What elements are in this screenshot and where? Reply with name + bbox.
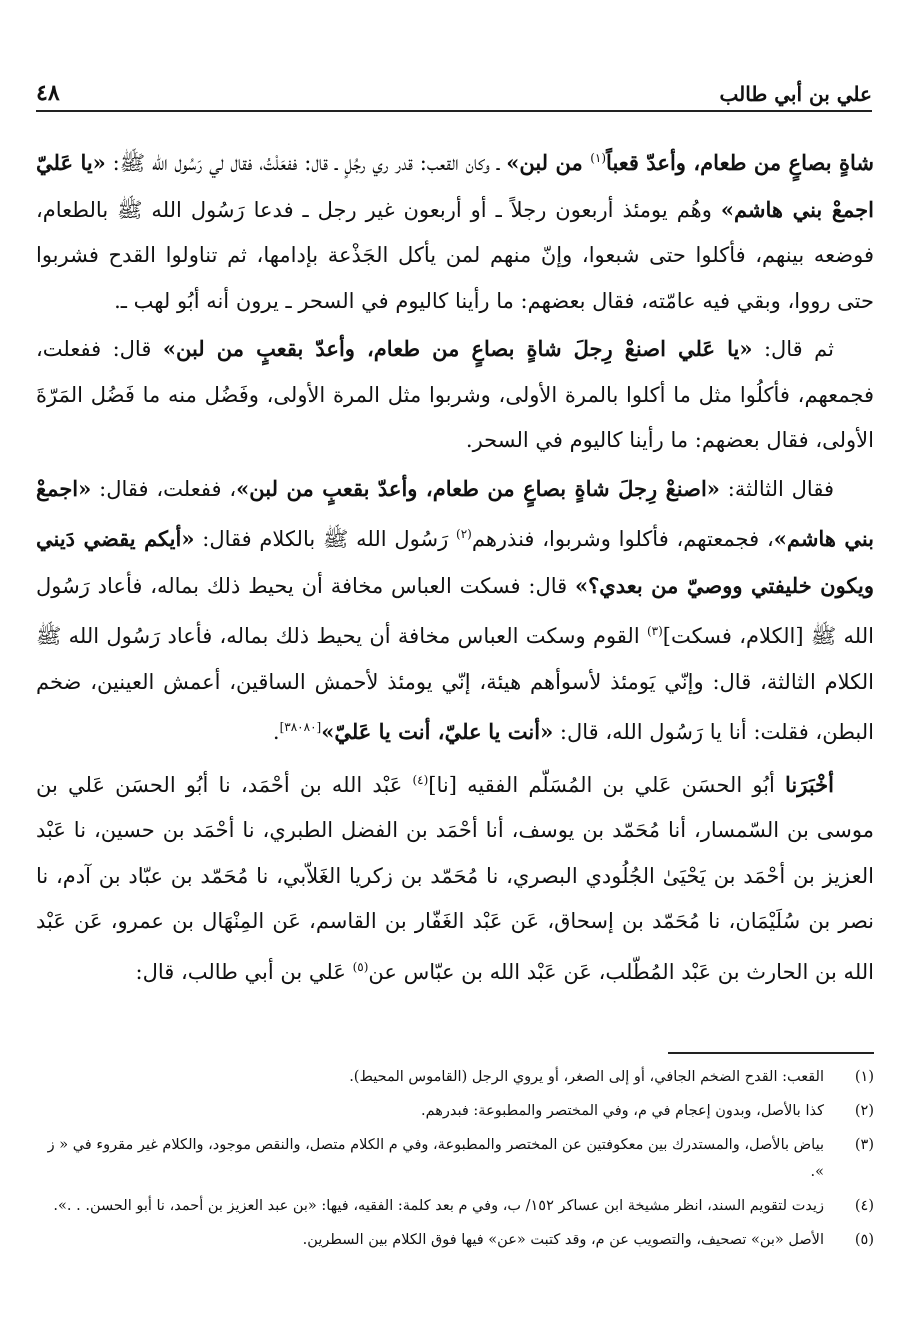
hadith-number: [٣٨٠٨٠]	[279, 720, 322, 734]
running-header	[36, 70, 872, 112]
footnote-number: (٣)	[854, 1137, 874, 1153]
footnote-ref: (٢)	[456, 527, 472, 541]
text-run: الجَذْعة بإدامها، ثم تناولوا القدح فشربوا حتى رووا، وبقي فيه عامّته، فقال بعضهم: ما رأينا	[36, 243, 874, 313]
footnote-ref: (٤)	[412, 772, 429, 787]
running-title: علي بن أبي طالب	[719, 82, 872, 106]
footnote-ref: (٣)	[646, 624, 663, 638]
text-run: «يا عَلي اصنعْ رِجلَ شاةٍ بصاعٍ من طعام، وأعدّ بقعبٍ من لبن»	[162, 336, 753, 361]
text-run: «أيكم يقضي دَيني ويكون خليفتي ووصيّ من بعدي؟»	[36, 526, 874, 598]
footnote-number: (١)	[854, 1069, 874, 1085]
text-run: «أنت يا	[488, 719, 554, 744]
page-number: ٤٨	[36, 80, 60, 106]
text-run: عَلي بن أبي طالب، قال:	[135, 959, 353, 984]
text-run: ـ وكان القعب: قدر ري رجُلٍ ـ قال: ففعَلْتُ،	[259, 151, 507, 175]
paragraph	[36, 326, 874, 464]
text-run: وهُم يومئذ أربعون رجلاً ـ أو أربعون غير	[365, 197, 721, 222]
paragraph	[36, 466, 874, 756]
text-run: أخْبَرَنا	[785, 771, 834, 797]
text-run: عَبْد الله بن أحْمَد، نا أبُو الحسَن	[115, 772, 413, 797]
text-run: ذلك بماله، فأعاد رَسُول الله ﷺ الكلام الثالثة، قال: وإنّي يَومئذ لأسوأهم هيئة، إنّي يومئذ	[36, 624, 874, 694]
main-text	[36, 136, 874, 995]
text-run: قال: فسكت العباس مخافة أن يحيط	[248, 573, 576, 598]
text-run: عَبْد الغَفّار بن القاسم، عَن المِنْهَال بن عمرو، عَن عَبْد الله بن الحارث بن عَبْد المُطّلب،	[36, 909, 874, 984]
footnote-ref: (١)	[590, 151, 607, 165]
footnote-text: بياض بالأصل، والمستدرك بين معكوفتين عن المختصر والمطبوعة، وفي م الكلام متصل، والنقص موجود، والكلام غير مقروء في « ز ».	[47, 1137, 824, 1180]
text-run: فقال الثالثة:	[719, 476, 834, 501]
text-run: عليّ، أنت يا عَليّ»	[321, 719, 482, 744]
text-run: .	[272, 720, 280, 744]
footnotes	[40, 1064, 874, 1261]
text-run: قال: ففعلت،	[36, 337, 163, 361]
text-run: ، فجمعتهم، فأكلوا وشربوا، فنذرهم	[471, 527, 774, 551]
text-run: القوم وسكت العباس مخافة أن يحيط	[316, 624, 647, 648]
text-run: رجل ـ فدعا رَسُول الله ﷺ بالطعام، فوضعه بينهم، فأكلوا حتى شبعوا، وإنّ منهم لمن يأكل	[36, 197, 874, 267]
text-run: أحْمَد بن حسين، نا عَبْد العزيز بن أحْمَد بن يَحْيَىٰ الجُلُودي البصري، نا مُحَمّد بن زكريا	[36, 818, 874, 888]
footnote-text: القعب: القدح الضخم الجافي، أو إلى الصغر، أو يروي الرجل (القاموس المحيط).	[349, 1069, 824, 1085]
footnote	[40, 1064, 874, 1091]
text-run: ذلك بماله، فأعاد رَسُول الله ﷺ [الكلام، فسكت]	[36, 573, 874, 648]
text-run: كاليوم في السحر ـ يرون أنه أبُو لهب ـ.	[114, 288, 449, 313]
footnote-text: كذا بالأصل، وبدون إعجام في م، وفي المختصر والمطبوعة: فبدرهم.	[420, 1103, 824, 1119]
text-run: فجمعهم، فأكلُوا مثل ما أكلوا بالمرة الأولى، وشربوا مثل المرة الأولى، وفَضُل منه ما فَضُل	[90, 382, 874, 407]
footnote	[40, 1098, 874, 1125]
text-run: شاةٍ بصاعٍ من طعام، وأعدّ قعباً	[606, 150, 874, 175]
text-run: ، ففعلت، فقال:	[99, 476, 237, 501]
text-run: ثم قال:	[752, 337, 834, 361]
footnote-ref: (٥)	[352, 959, 369, 974]
footnote-text: زيدت لتقويم السند، انظر مشيخة ابن عساكر ١٥٢/ ب، وفي م بعد كلمة: الفقيه، فيها: «بن عبد العزيز بن أحمد، نا أبو الحسن. . .».	[53, 1198, 824, 1214]
footnote-number: (٢)	[854, 1103, 874, 1119]
paragraph	[36, 136, 874, 324]
text-run: فقال لي رَسُول الله ﷺ:	[105, 151, 253, 175]
footnote-number: (٥)	[854, 1232, 874, 1248]
footnote-separator	[668, 1052, 874, 1054]
text-run: عَلي بن موسى بن السّمسار، أنا مُحَمّد بن يوسف، أنا أحْمَد بن الفضل الطبري، نا	[36, 772, 874, 842]
paragraph	[36, 758, 874, 996]
footnote	[40, 1193, 874, 1220]
footnote	[40, 1227, 874, 1254]
text-run: لأحمش الساقين، أعمش العينين، ضخم البطن، فقلت: أنا يا رَسُول الله، قال:	[36, 669, 874, 744]
text-run: المَرّةَ الأولى، فقال بعضهم: ما رأينا كاليوم في السحر.	[36, 382, 874, 452]
footnote-number: (٤)	[854, 1198, 874, 1214]
text-run: عَن عَبْد الله بن عبّاس عن	[368, 959, 592, 984]
text-run: «اجمعْ بني هاشم»	[36, 475, 875, 551]
text-run: من لبن»	[506, 150, 591, 175]
footnote-text: الأصل «بن» تصحيف، والتصويب عن م، وقد كتبت «عن» فيها فوق الكلام بين السطرين.	[302, 1232, 824, 1248]
text-run: «اصنعْ رِجلَ شاةٍ بصاعٍ من طعام، وأعدّ بقعبٍ من لبن»	[236, 475, 720, 501]
text-run: رَسُول الله ﷺ بالكلام فقال:	[202, 527, 457, 551]
footnote	[40, 1132, 874, 1186]
text-run: أبُو الحسَن عَلي بن المُسَلّم الفقيه [نا]	[428, 772, 785, 797]
text-run: الغَلاّبي، نا مُحَمّد بن عبّاد بن آدم، نا نصر بن سُلَيْمَان، نا مُحَمّد بن إسحاق، عَن	[36, 863, 875, 933]
text-run: «يا عَليّ اجمعْ بني هاشم»	[36, 150, 874, 222]
